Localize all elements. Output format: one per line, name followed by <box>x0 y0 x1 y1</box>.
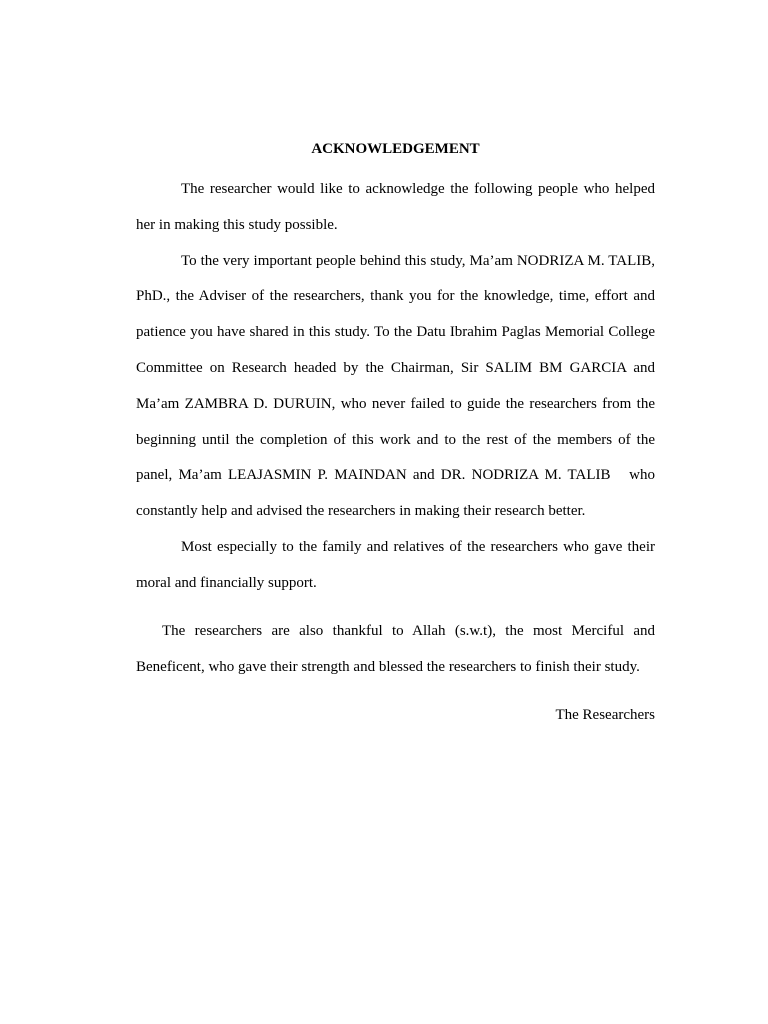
paragraph-advisers: To the very important people behind this study, Ma’am NODRIZA M. TALIB, PhD., the Adviser of the researchers, thank you for the knowledge, time, effort and patience you have shared in this study. To the Datu Ibrahim Paglas Memorial College Committee on Research headed by the Chairman, Sir SALIM BM GARCIA and Ma’am ZAMBRA D. DURUIN, who never failed to guide the researchers from the beginning until the completion of this work and to the rest of the members of the panel, Ma’am LEAJASMIN P. MAINDAN and DR. NODRIZA M. TALIB who constantly help and advised the researchers in making their research better. <box>136 252 655 520</box>
page-title: ACKNOWLEDGEMENT <box>311 141 480 157</box>
paragraph-intro: The researcher would like to acknowledge the following people who helped her in making this study possible. <box>136 181 655 233</box>
signature: The Researchers <box>555 707 655 724</box>
document-body <box>136 137 655 734</box>
paragraph-family: Most especially to the family and relatives of the researchers who gave their moral and financially support. <box>136 538 655 591</box>
paragraph-allah: The researchers are also thankful to Allah (s.w.t), the most Merciful and Beneficent, who gave their strength and blessed the researchers to finish their study. <box>136 623 655 675</box>
